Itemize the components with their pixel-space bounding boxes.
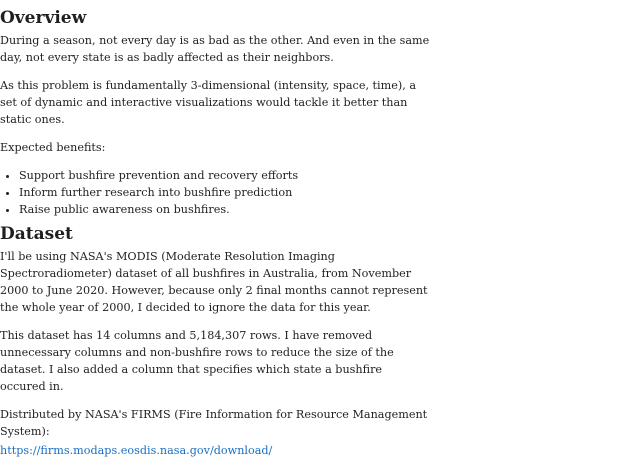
overview-paragraph-1: During a season, not every day is as bad as the other. And even in the same day, not every state is as badly affected as their neighbors. xyxy=(0,34,430,64)
list-item: • Raise public awareness on bushfires. xyxy=(19,201,430,218)
benefits-label: Expected benefits: xyxy=(0,141,106,154)
source-link-line xyxy=(0,440,430,457)
source-link[interactable]: https://firms.modaps.eosdis.nasa.gov/download/ xyxy=(0,444,273,457)
source-label: Distributed by NASA's FIRMS (Fire Information for Resource Management System): xyxy=(0,408,428,438)
overview-paragraph-2: As this problem is fundamentally 3-dimensional (intensity, space, time), a set of dynamic and interactive visualizations would tackle it better than static ones. xyxy=(0,79,417,126)
dataset-paragraph-1: I'll be using NASA's MODIS (Moderate Resolution Imaging Spectroradiometer) dataset of all bushfires in Australia, from November 2000 to June 2020. However, because only 2 final months cannot represent the whole year of 2000, I decided to ignore the data for this year. xyxy=(0,250,428,314)
list-item: • Inform further research into bushfire prediction xyxy=(19,184,430,201)
dataset-heading: Dataset xyxy=(0,224,73,244)
dataset-paragraph-2: This dataset has 14 columns and 5,184,307 rows. I have removed unnecessary columns and non-bushfire rows to reduce the size of the dataset. I also added a column that specifies which state a bushfire occured in. xyxy=(0,329,394,393)
benefits-list xyxy=(0,167,430,218)
list-item: • Support bushfire prevention and recovery efforts xyxy=(19,167,430,184)
overview-heading: Overview xyxy=(0,8,87,28)
article-content xyxy=(0,6,430,457)
